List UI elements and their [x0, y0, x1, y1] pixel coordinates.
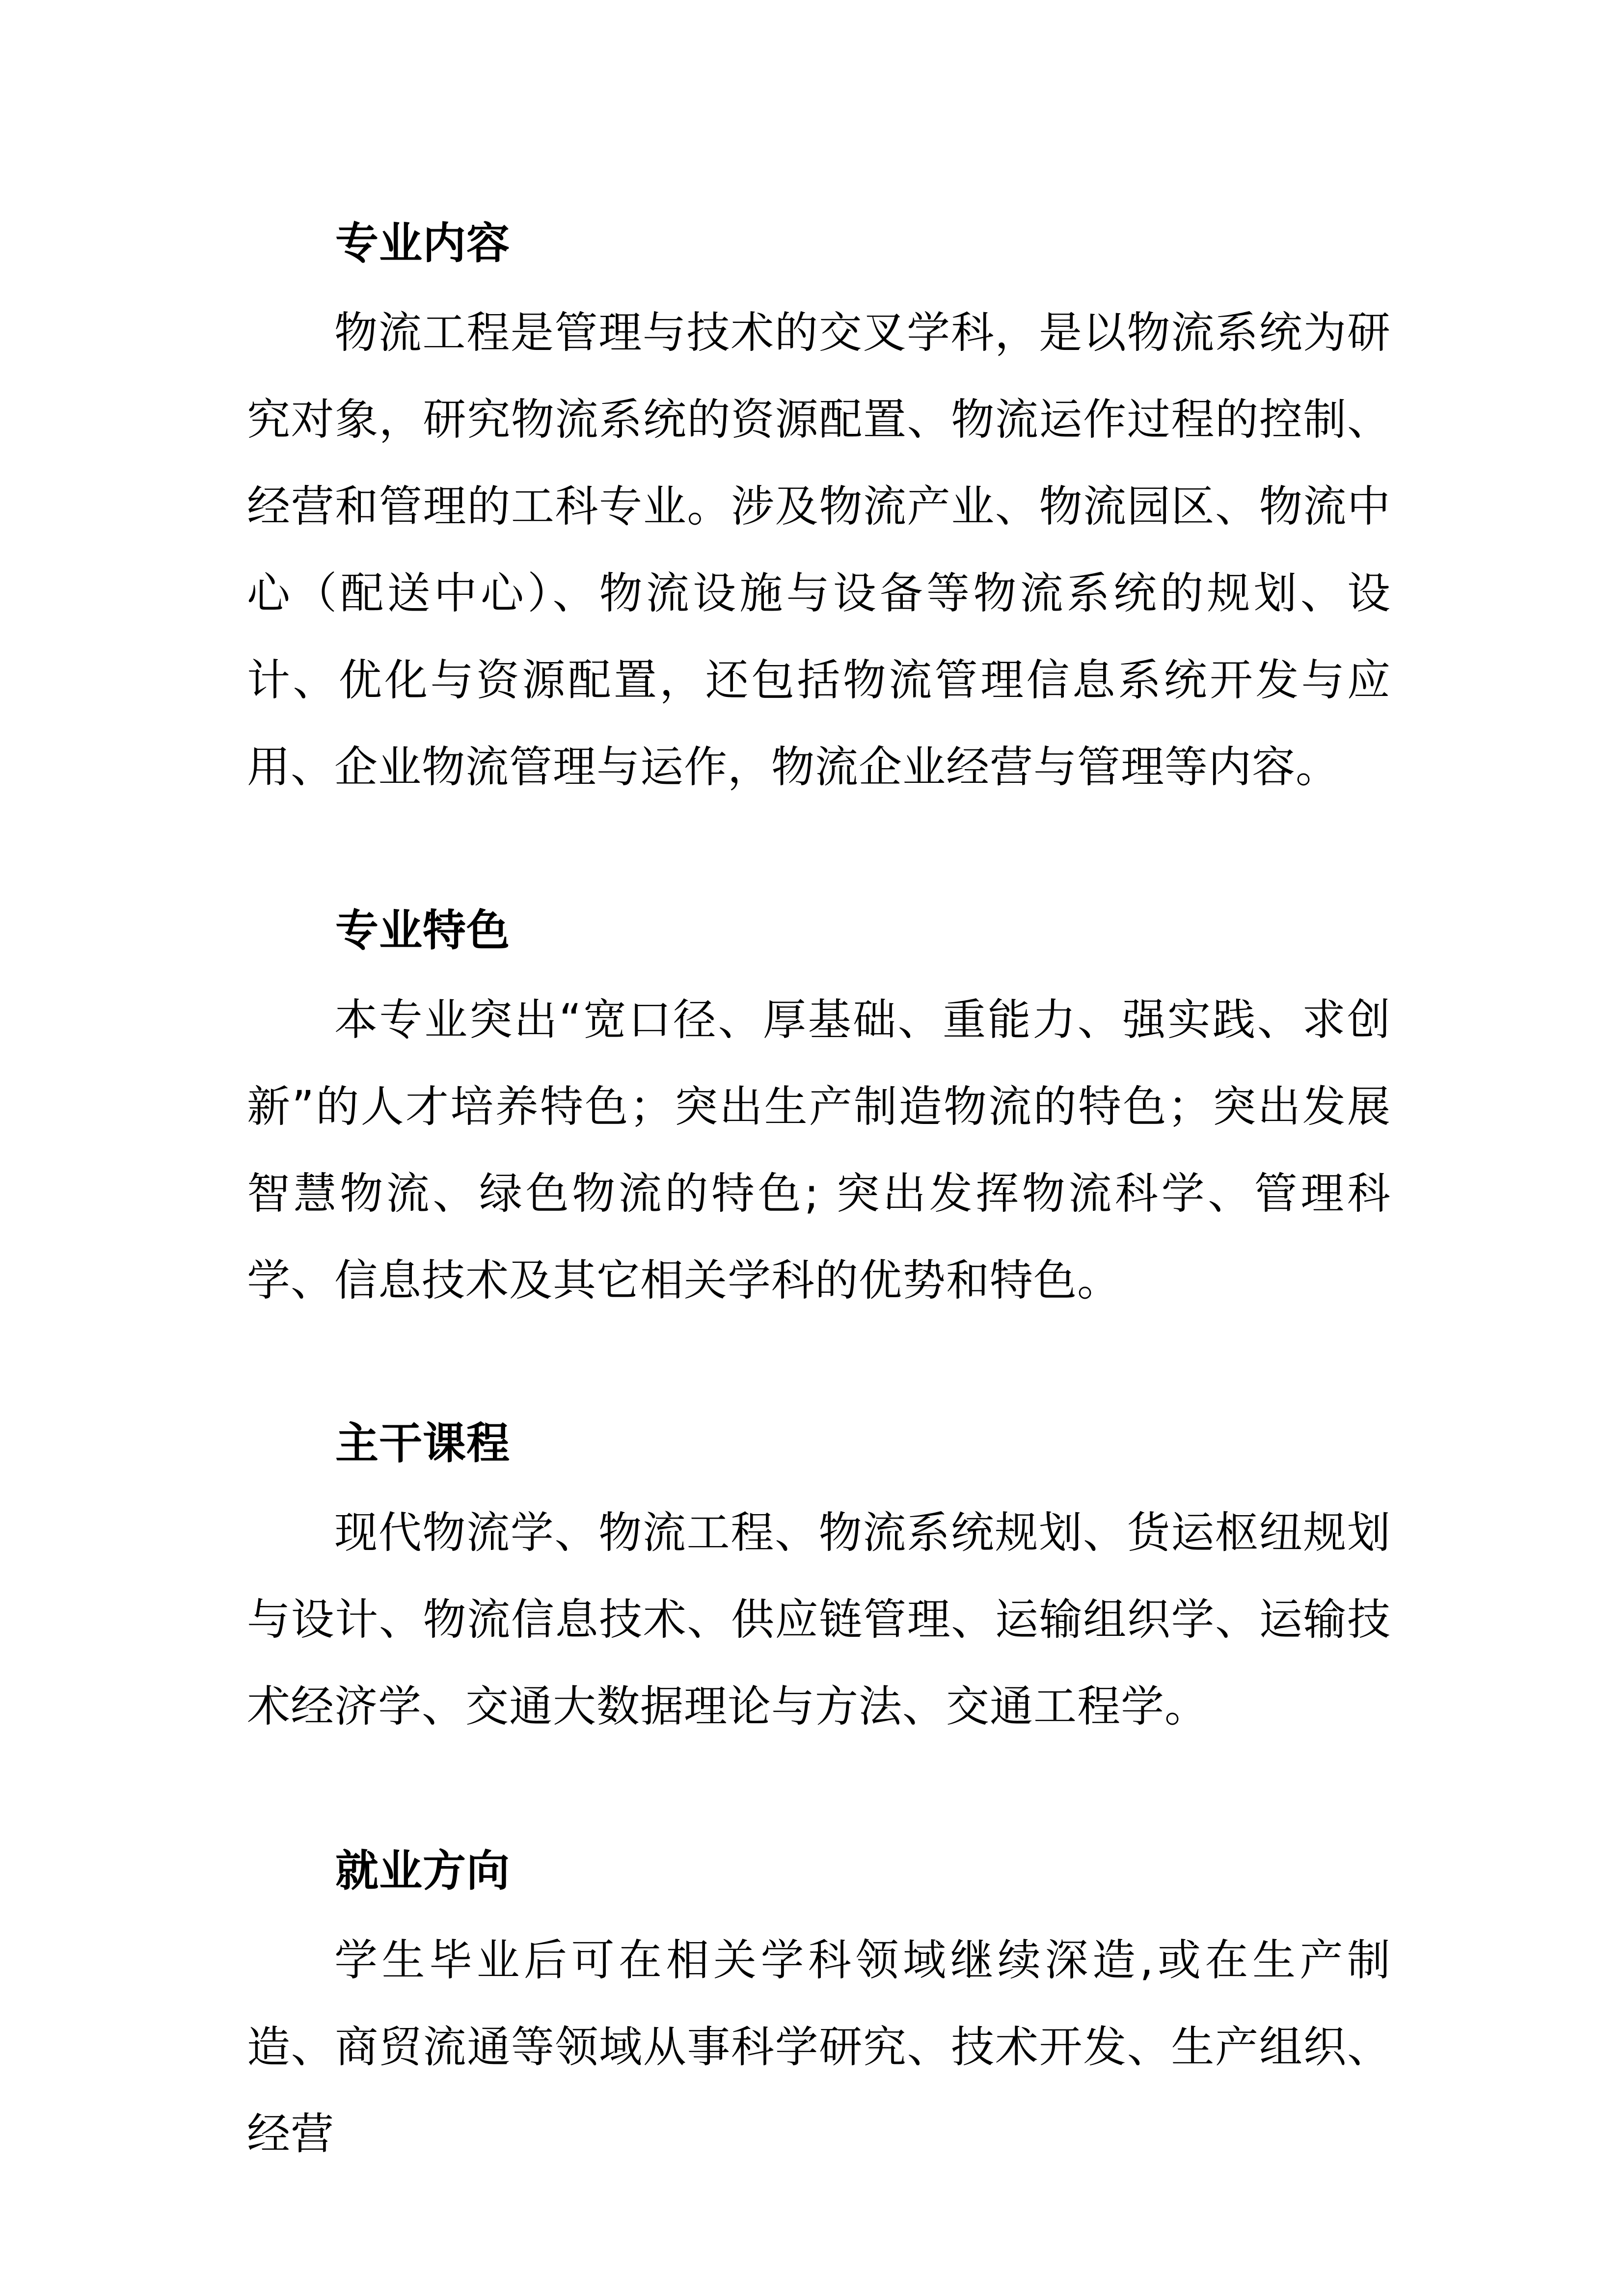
section-heading-core-courses: 主干课程 [335, 1418, 511, 1468]
section-body-major-features: 本专业突出“宽口径、厚基础、重能力、强实践、求创新”的人才培养特色；突出生产制造物流的特色；突出发展智慧物流、绿色物流的特色; 突出发挥物流科学、管理科学、信息技术及其它相关学科的优势和特色。 [247, 994, 1391, 1306]
section-heading-career-direction: 就业方向 [335, 1845, 511, 1896]
section-body-core-courses: 现代物流学、物流工程、物流系统规划、货运枢纽规划与设计、物流信息技术、供应链管理、运输组织学、运输技术经济学、交通大数据理论与方法、交通工程学。 [247, 1507, 1391, 1732]
section-body-major-content: 物流工程是管理与技术的交叉学科，是以物流系统为研究对象，研究物流系统的资源配置、物流运作过程的控制、经营和管理的工科专业。涉及物流产业、物流园区、物流中心（配送中心）、物流设施与设备等物流系统的规划、设计、优化与资源配置，还包括物流管理信息系统开发与应用、企业物流管理与运作，物流企业经营与管理等内容。 [247, 307, 1391, 792]
section-heading-major-content: 专业内容 [335, 218, 511, 268]
section-heading-major-features: 专业特色 [335, 905, 511, 956]
section-body-career-direction: 学生毕业后可在相关学科领域继续深造,或在生产制造、商贸流通等领域从事科学研究、技术开发、生产组织、经营 [247, 1935, 1391, 2159]
